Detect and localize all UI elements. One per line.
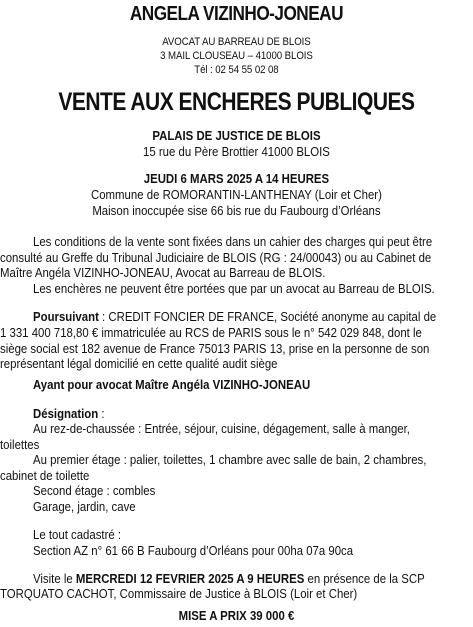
pursuer-line [33,310,436,324]
notice-title: VENTE AUX ENCHERES PUBLIQUES [58,88,415,116]
visit-date: MERCREDI 12 FEVRIER 2025 A 9 HEURES [75,572,305,586]
pursuer-line: 1 331 400 718,80 € immatriculée au RCS de PARIS sous le n° 542 029 848, dont le [0,326,422,340]
cadastre-label: Le tout cadastré : [33,528,122,542]
designation-line: cabinet de toilette [0,469,90,483]
conditions-line: Les conditions de la vente sont fixées dans un cahier des charges qui peut être [33,235,433,249]
reserve-price: MISE A PRIX 39 000 € [178,609,295,623]
designation-line: toilettes [0,438,40,452]
lawyer-phone: Tél : 02 54 55 02 08 [194,64,279,76]
lawyer-bar: AVOCAT AU BARREAU DE BLOIS [162,36,311,48]
pursuer-line: représentant légal domicilié en cette qualité audit siège [0,357,278,371]
visit-line: TORQUATO CACHOT, Commissaire de Justice à BLOIS (Loir et Cher) [0,587,358,601]
pursuer-label: Poursuivant [33,310,99,324]
designation-line: Au rez-de-chaussée : Entrée, séjour, cuisine, dégagement, salle à manger, [33,422,410,436]
conditions-line: Maître Angéla VIZINHO-JONEAU, Avocat au Barreau de BLOIS. [0,266,326,280]
visit-prefix: Visite le [33,572,76,586]
sale-commune: Commune de ROMORANTIN-LANTHENAY (Loir et Cher) [90,188,382,202]
visit-line [33,572,425,586]
lawyer-name: ANGELA VIZINHO-JONEAU [129,3,343,25]
designation-label: Désignation [33,407,99,421]
conditions-line: Les enchères ne peuvent être portées que par un avocat au Barreau de BLOIS. [33,282,435,296]
venue-address: 15 rue du Père Brottier 41000 BLOIS [142,145,330,159]
designation-line: Second étage : combles [33,484,156,498]
designation-heading [33,407,105,421]
cadastre-value: Section AZ n° 61 66 B Faubourg d’Orléans pour 00ha 07a 90ca [33,544,354,558]
sale-property: Maison inoccupée sise 66 bis rue du Faubourg d’Orléans [92,204,381,218]
pursuer-line: siège social est 182 avenue de France 75013 PARIS 13, prise en la personne de son [0,342,430,356]
designation-line: Garage, jardin, cave [33,500,136,514]
conditions-line: consulté au Greffe du Tribunal Judiciaire de BLOIS (RG : 24/00043) ou au Cabinet de [0,251,432,265]
visit-suffix: en présence de la SCP [304,572,425,586]
sale-date: JEUDI 6 MARS 2025 A 14 HEURES [143,172,330,186]
lawyer-address: 3 MAIL CLOUSEAU – 41000 BLOIS [160,50,313,62]
attorney-line: Ayant pour avocat Maître Angéla VIZINHO-JONEAU [33,378,311,392]
designation-line: Au premier étage : palier, toilettes, 1 chambre avec salle de bain, 2 chambres, [33,453,427,467]
designation-colon: : [98,407,105,421]
pursuer-text: : CREDIT FONCIER DE FRANCE, Société anonyme au capital de [98,310,437,324]
venue-name: PALAIS DE JUSTICE DE BLOIS [152,129,321,143]
